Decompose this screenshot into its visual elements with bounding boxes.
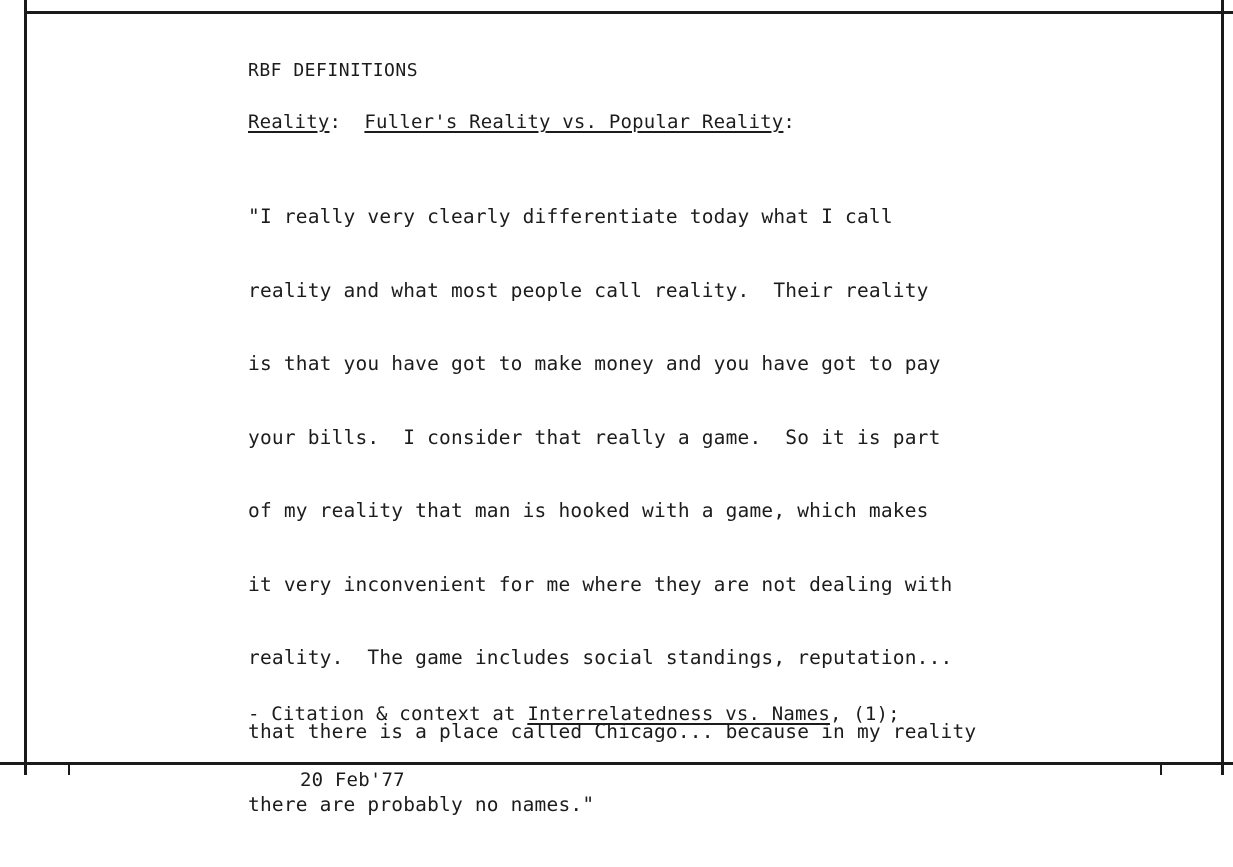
- quote-line: reality and what most people call reality. Their reality: [248, 278, 929, 302]
- subject-trailing: :: [783, 111, 796, 133]
- citation-prefix: - Citation & context at: [248, 703, 528, 725]
- citation-line: [248, 703, 900, 725]
- card-top-border: [24, 11, 1233, 14]
- subject-separator: :: [329, 111, 365, 133]
- quote-line: it very inconvenient for me where they are not dealing with: [248, 572, 953, 596]
- citation-block: [248, 659, 900, 835]
- subject-title: Fuller's Reality vs. Popular Reality: [364, 111, 784, 133]
- quote-line: of my reality that man is hooked with a game, which makes: [248, 499, 929, 522]
- quote-line: is that you have got to make money and you have got to pay: [248, 352, 941, 375]
- citation-date: 20 Feb'77: [300, 769, 405, 791]
- card-bottom-tick: [68, 765, 70, 775]
- quote-line: "I really very clearly differentiate today what I call: [248, 205, 893, 228]
- subject-term: Reality: [248, 111, 330, 133]
- card-left-border: [24, 0, 27, 775]
- citation-suffix: , (1);: [829, 703, 900, 725]
- quote-line: your bills. I consider that really a game. So it is part: [248, 425, 941, 449]
- quote-line: there are probably no names.": [248, 793, 595, 816]
- quote-line: that there is a place called Chicago... because in my reality: [248, 719, 977, 743]
- card-right-border: [1221, 0, 1224, 775]
- document-heading: RBF DEFINITIONS: [248, 60, 419, 81]
- subject-line: [248, 111, 795, 133]
- quote-line: reality. The game includes social standings, reputation...: [248, 646, 953, 669]
- card-bottom-tick: [1160, 765, 1162, 775]
- citation-link[interactable]: Interrelatedness vs. Names: [527, 703, 830, 725]
